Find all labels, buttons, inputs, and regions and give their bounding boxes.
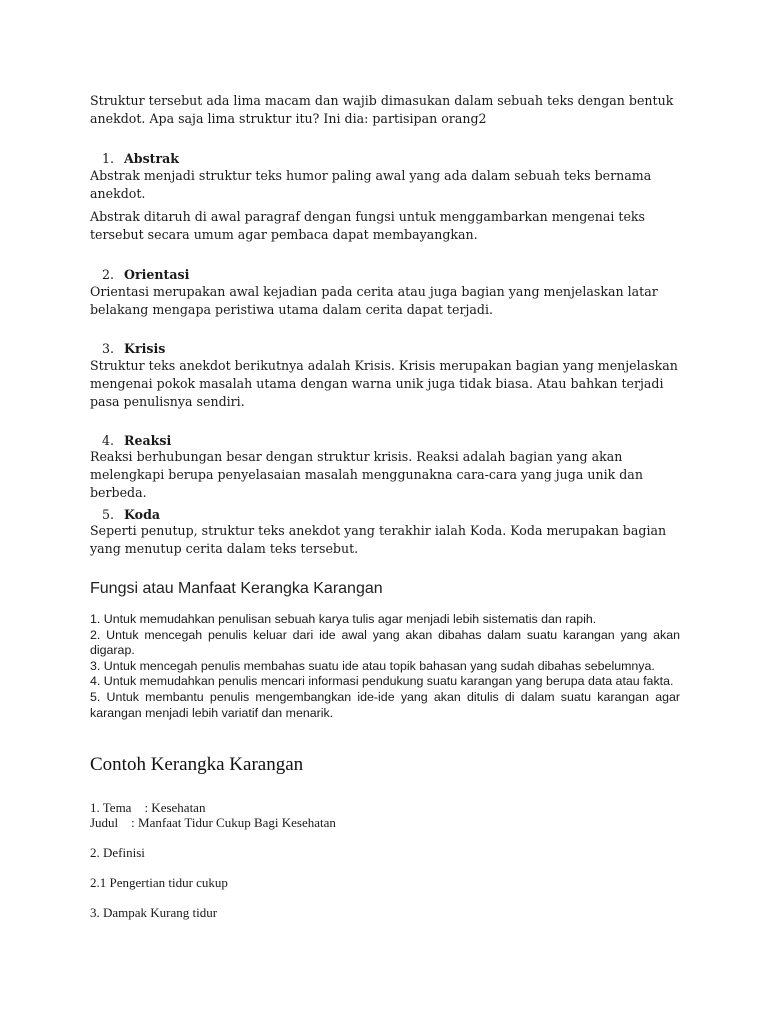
fungsi-list: [90, 612, 680, 721]
contoh-definisi: 2. Definisi: [90, 845, 145, 860]
structure-number: 2.: [102, 267, 115, 282]
structure-heading-abstrak: [102, 150, 502, 168]
structure-number: 4.: [102, 433, 115, 448]
contoh-pengertian: 2.1 Pengertian tidur cukup: [90, 875, 228, 890]
structure-title: Krisis: [124, 341, 166, 356]
list-item: 3. Untuk mencegah penulis membahas suatu ide atau topik bahasan yang sudah dibahas sebelumnya.: [90, 658, 655, 673]
list-item: 1. Untuk memudahkan penulisan sebuah karya tulis agar menjadi lebih sistematis dan rapih.: [90, 612, 597, 626]
structure-title: Abstrak: [124, 151, 180, 166]
contoh-heading: Contoh Kerangka Karangan: [90, 754, 304, 775]
structure-paragraph: Reaksi berhubungan besar dengan struktur krisis. Reaksi adalah bagian yang akan melengkapi berupa penyelasaian masalah menggunakna cara-cara yang juga unik dan berbeda.: [90, 449, 643, 500]
intro-paragraph: Struktur tersebut ada lima macam dan wajib dimasukan dalam sebuah teks dengan bentuk anekdot. Apa saja lima struktur itu? Ini dia: partisipan orang2: [90, 93, 674, 126]
structure-title: Orientasi: [124, 267, 190, 282]
contoh-dampak: 3. Dampak Kurang tidur: [90, 905, 218, 920]
fungsi-heading: Fungsi atau Manfaat Kerangka Karangan: [90, 580, 383, 597]
structure-paragraph: Abstrak menjadi struktur teks humor paling awal yang ada dalam sebuah teks bernama anekdot.: [90, 168, 652, 201]
structure-heading-orientasi: [102, 266, 502, 284]
structure-paragraph: Abstrak ditaruh di awal paragraf dengan fungsi untuk menggambarkan mengenai teks tersebut secara umum agar pembaca dapat membayangkan.: [90, 209, 645, 242]
structure-number: 5.: [102, 507, 115, 522]
list-item: 2. Untuk mencegah penulis keluar dari ide awal yang akan dibahas dalam suatu karangan yang akan digarap.: [90, 627, 680, 658]
structure-number: 3.: [102, 341, 115, 356]
list-item: 5. Untuk membantu penulis mengembangkan ide-ide yang akan ditulis di dalam suatu karangan agar karangan menjadi lebih variatif dan menarik.: [90, 689, 680, 720]
structure-heading-krisis: [102, 340, 502, 358]
structure-number: 1.: [102, 151, 115, 166]
structure-paragraph: Struktur teks anekdot berikutnya adalah Krisis. Krisis merupakan bagian yang menjelaskan mengenai pokok masalah utama dengan warna unik juga tidak biasa. Atau bahkan terjadi pasa penulisnya sendiri.: [90, 358, 678, 409]
list-item: 4. Untuk memudahkan penulis mencari informasi pendukung suatu karangan yang berupa data atau fakta.: [90, 674, 674, 689]
structure-paragraph: Orientasi merupakan awal kejadian pada cerita atau juga bagian yang menjelaskan latar belakang mengapa peristiwa utama dalam cerita dapat terjadi.: [90, 284, 658, 317]
structure-paragraph: Seperti penutup, struktur teks anekdot yang terakhir ialah Koda. Koda merupakan bagian yang menutup cerita dalam teks tersebut.: [90, 523, 667, 556]
structure-title: Reaksi: [124, 433, 172, 448]
contoh-tema: 1. Tema : Kesehatan: [90, 800, 206, 815]
contoh-judul: Judul : Manfaat Tidur Cukup Bagi Kesehatan: [90, 815, 336, 830]
structure-title: Koda: [124, 507, 161, 522]
